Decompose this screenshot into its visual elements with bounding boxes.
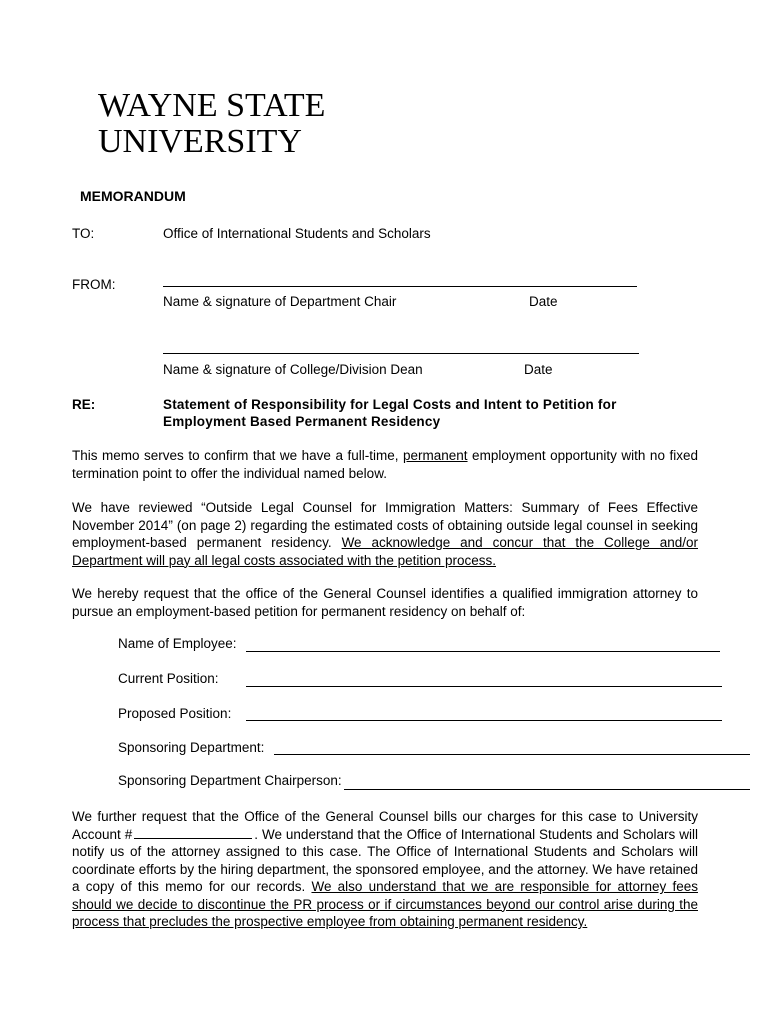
proposed-position-label: Proposed Position: <box>118 706 232 721</box>
university-logo <box>98 88 325 160</box>
sponsoring-department-label: Sponsoring Department: <box>118 740 265 755</box>
para2-before: We have reviewed “Outside Legal Counsel for Immigration Matters: Summary of Fees Effective November 2014” (on page 2) regarding the estimated costs of obtaining outside legal counsel in seeking employment-based permanent residency. <box>72 500 698 550</box>
para2-underlined: We acknowledge and concur that the College and/or Department will pay all legal costs associated with the petition process. <box>72 535 698 568</box>
sponsoring-department-field[interactable] <box>274 754 750 755</box>
dean-signature-line[interactable] <box>163 353 639 354</box>
re-subject-line-2: Employment Based Permanent Residency <box>163 414 441 429</box>
para1-before: This memo serves to confirm that we have a full-time, <box>72 448 403 463</box>
para4-part2: . We understand that the Office of International Students and Scholars will notify us of the attorney assigned to this case. The Office of International Students and Scholars will coordinate efforts by the hiring department, the sponsored employee, and the attorney. We have retained a copy of this memo for our records. <box>72 826 698 894</box>
from-label: FROM: <box>72 277 116 292</box>
logo-line-2: UNIVERSITY <box>98 123 302 160</box>
paragraph-billing <box>72 808 698 931</box>
para4-underlined: We also understand that we are responsible for attorney fees should we decide to discontinue the PR process or if circumstances beyond our control arise during the process that precludes the prospective employee from obtaining permanent residency. <box>72 879 698 929</box>
para1-underlined: permanent <box>403 448 468 463</box>
memo-title: MEMORANDUM <box>80 188 186 204</box>
para1-after: employment opportunity with no fixed termination point to offer the individual named below. <box>72 448 698 481</box>
to-label: TO: <box>72 226 95 241</box>
chair-date-caption: Date <box>529 294 558 309</box>
chairperson-label: Sponsoring Department Chairperson: <box>118 773 342 788</box>
re-label: RE: <box>72 397 96 412</box>
employee-field[interactable] <box>246 651 720 652</box>
para4-part1: We further request that the Office of the General Counsel bills our charges for this case to University Account # <box>72 809 698 842</box>
chair-caption: Name & signature of Department Chair <box>163 294 397 309</box>
to-value: Office of International Students and Scholars <box>163 226 431 241</box>
current-position-field[interactable] <box>246 686 722 687</box>
re-subject <box>163 396 617 430</box>
current-position-label: Current Position: <box>118 671 219 686</box>
dean-date-caption: Date <box>524 362 553 377</box>
account-number-field[interactable] <box>134 826 252 839</box>
paragraph-employment <box>72 447 698 482</box>
paragraph-request: We hereby request that the office of the General Counsel identifies a qualified immigration attorney to pursue an employment-based petition for permanent residency on behalf of: <box>72 586 698 619</box>
chair-signature-line[interactable] <box>163 286 637 287</box>
proposed-position-field[interactable] <box>246 720 722 721</box>
employee-label: Name of Employee: <box>118 636 237 651</box>
chairperson-field[interactable] <box>344 789 750 790</box>
dean-caption: Name & signature of College/Division Dean <box>163 362 423 377</box>
logo-line-1: WAYNE STATE <box>98 87 326 124</box>
re-subject-line-1: Statement of Responsibility for Legal Costs and Intent to Petition for <box>163 397 617 412</box>
paragraph-legal-costs <box>72 499 698 569</box>
